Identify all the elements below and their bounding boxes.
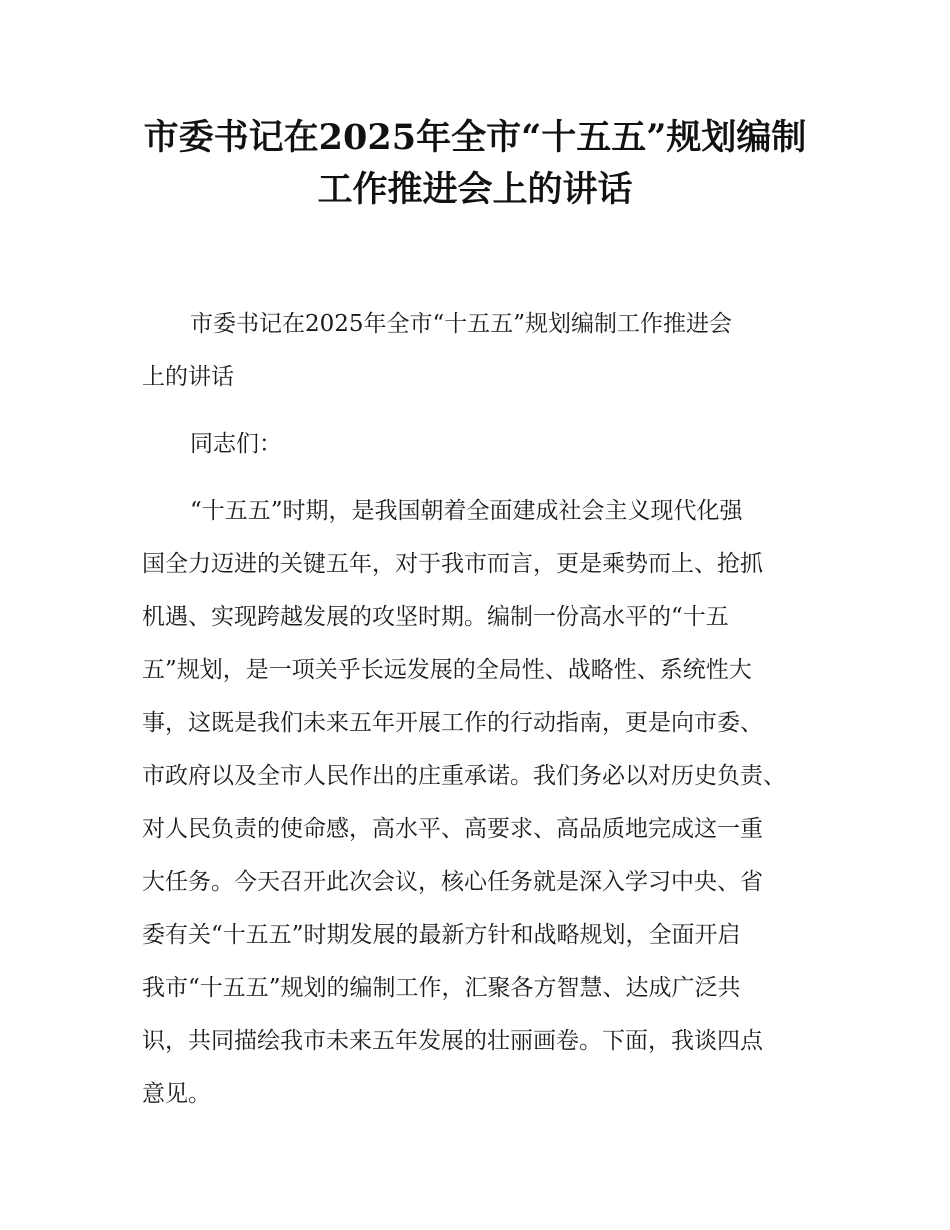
paragraph-line: 我市“十五五”规划的编制工作，汇聚各方智慧、达成广泛共 <box>142 975 741 1001</box>
document-title <box>100 112 850 216</box>
paragraph-line: 国全力迈进的关键五年，对于我市而言，更是乘势而上、抢抓 <box>142 551 763 577</box>
paragraph-line: “十五五”时期，是我国朝着全面建成社会主义现代化强 <box>190 498 743 524</box>
title-line-2: 工作推进会上的讲话 <box>317 169 633 210</box>
paragraph-line: 大任务。今天召开此次会议，核心任务就是深入学习中央、省 <box>142 869 763 895</box>
subtitle-line-1: 市委书记在2025年全市“十五五”规划编制工作推进会 <box>190 311 733 337</box>
subtitle-line-2: 上的讲话 <box>142 364 234 390</box>
paragraph-line: 委有关“十五五”时期发展的最新方针和战略规划，全面开启 <box>142 922 741 948</box>
paragraph-line: 机遇、实现跨越发展的攻坚时期。编制一份高水平的“十五 <box>142 604 729 630</box>
paragraph-line: 市政府以及全市人民作出的庄重承诺。我们务必以对历史负责、 <box>142 763 786 789</box>
spacer <box>142 471 832 485</box>
spacer <box>142 404 832 418</box>
paragraph-line: 对人民负责的使命感，高水平、高要求、高品质地完成这一重 <box>142 816 763 842</box>
title-line-1: 市委书记在2025年全市“十五五”规划编制 <box>143 117 807 158</box>
document-body <box>142 298 832 1121</box>
paragraph-line: 识，共同描绘我市未来五年发展的壮丽画卷。下面，我谈四点 <box>142 1028 763 1054</box>
paragraph-line: 五”规划，是一项关乎长远发展的全局性、战略性、系统性大 <box>142 657 752 683</box>
paragraph-line: 意见。 <box>142 1081 211 1107</box>
salutation: 同志们： <box>190 431 282 457</box>
paragraph-line: 事，这既是我们未来五年开展工作的行动指南，更是向市委、 <box>142 710 763 736</box>
